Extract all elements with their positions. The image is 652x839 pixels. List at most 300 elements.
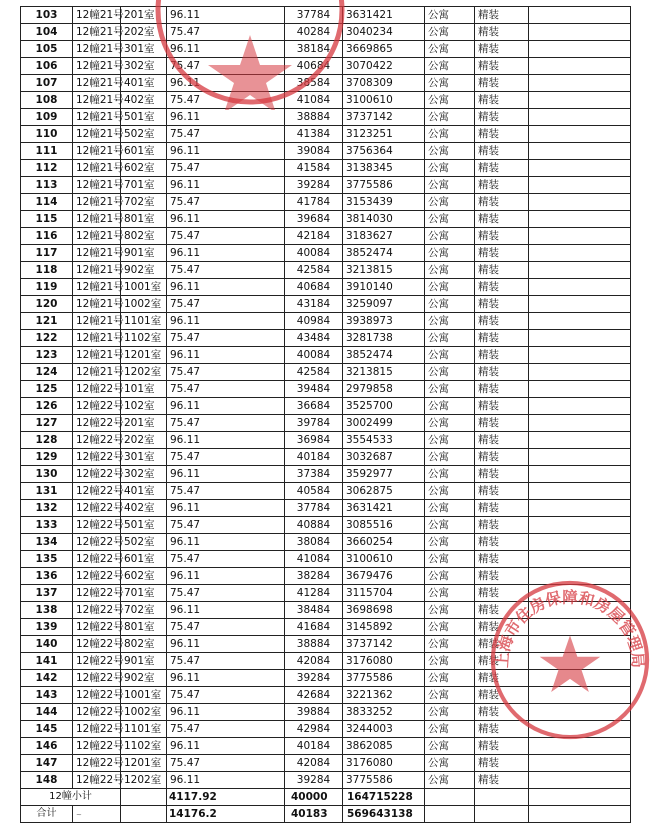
type-cell: 公寓 — [425, 109, 475, 126]
unit-price-cell: 40084 — [285, 245, 343, 262]
subtotal-unit-price: 40000 — [285, 789, 343, 806]
note-cell — [529, 483, 631, 500]
row-number: 147 — [21, 755, 73, 772]
total-price-cell: 3814030 — [343, 211, 425, 228]
total-price-cell: 3221362 — [343, 687, 425, 704]
total-price-cell: 3032687 — [343, 449, 425, 466]
total-price-cell: 3176080 — [343, 755, 425, 772]
row-number: 106 — [21, 58, 73, 75]
unit-price-cell: 39284 — [285, 670, 343, 687]
total-unit-price: 40183 — [285, 806, 343, 823]
room-cell: 1102室 — [121, 738, 167, 755]
area-cell: 96.11 — [167, 568, 285, 585]
unit-price-cell: 42984 — [285, 721, 343, 738]
room-cell: 201室 — [121, 7, 167, 24]
row-number: 123 — [21, 347, 73, 364]
room-cell: 1201室 — [121, 347, 167, 364]
area-cell: 96.11 — [167, 211, 285, 228]
finish-cell: 精装 — [475, 636, 529, 653]
total-price-cell: 3002499 — [343, 415, 425, 432]
note-cell — [529, 772, 631, 789]
row-number: 143 — [21, 687, 73, 704]
room-cell: 802室 — [121, 636, 167, 653]
total-price-cell: 3259097 — [343, 296, 425, 313]
room-cell: 101室 — [121, 381, 167, 398]
row-number: 118 — [21, 262, 73, 279]
unit-price-cell: 43484 — [285, 330, 343, 347]
room-cell: 1201室 — [121, 755, 167, 772]
finish-cell: 精装 — [475, 92, 529, 109]
room-cell: 802室 — [121, 228, 167, 245]
row-number: 139 — [21, 619, 73, 636]
total-price-cell: 3281738 — [343, 330, 425, 347]
finish-cell: 精装 — [475, 126, 529, 143]
unit-price-cell: 41284 — [285, 585, 343, 602]
total-price-cell: 3833252 — [343, 704, 425, 721]
room-cell: 902室 — [121, 670, 167, 687]
note-cell — [529, 194, 631, 211]
finish-cell: 精装 — [475, 687, 529, 704]
building-cell: 12幢21号 — [73, 347, 121, 364]
area-cell: 75.47 — [167, 721, 285, 738]
total-price-cell: 3554533 — [343, 432, 425, 449]
row-number: 104 — [21, 24, 73, 41]
area-cell: 75.47 — [167, 364, 285, 381]
building-cell: 12幢22号 — [73, 653, 121, 670]
room-cell: 301室 — [121, 41, 167, 58]
area-cell: 96.11 — [167, 772, 285, 789]
note-cell — [529, 126, 631, 143]
row-number: 144 — [21, 704, 73, 721]
total-price-cell: 2979858 — [343, 381, 425, 398]
unit-price-cell: 42084 — [285, 755, 343, 772]
type-cell: 公寓 — [425, 551, 475, 568]
row-number: 146 — [21, 738, 73, 755]
unit-price-cell: 41784 — [285, 194, 343, 211]
subtotal-type-cell — [425, 789, 475, 806]
room-cell: 1002室 — [121, 296, 167, 313]
area-cell: 96.11 — [167, 636, 285, 653]
type-cell: 公寓 — [425, 687, 475, 704]
total-mark-cell — [73, 806, 121, 823]
area-cell: 96.11 — [167, 347, 285, 364]
unit-price-cell: 37784 — [285, 500, 343, 517]
unit-price-cell: 40984 — [285, 313, 343, 330]
unit-price-cell: 36984 — [285, 432, 343, 449]
note-cell — [529, 568, 631, 585]
area-cell: 96.11 — [167, 109, 285, 126]
type-cell: 公寓 — [425, 92, 475, 109]
type-cell: 公寓 — [425, 534, 475, 551]
note-cell — [529, 551, 631, 568]
finish-cell: 精装 — [475, 738, 529, 755]
table-row — [21, 704, 631, 721]
total-total-price: 569643138 — [343, 806, 425, 823]
area-cell: 75.47 — [167, 381, 285, 398]
finish-cell: 精装 — [475, 415, 529, 432]
total-price-cell: 3775586 — [343, 670, 425, 687]
row-number: 127 — [21, 415, 73, 432]
note-cell — [529, 704, 631, 721]
area-cell: 75.47 — [167, 262, 285, 279]
table-row — [21, 245, 631, 262]
total-mark: ~ — [76, 810, 82, 819]
note-cell — [529, 296, 631, 313]
room-cell: 1101室 — [121, 721, 167, 738]
area-cell: 75.47 — [167, 160, 285, 177]
note-cell — [529, 177, 631, 194]
finish-cell: 精装 — [475, 143, 529, 160]
table-row — [21, 347, 631, 364]
room-cell: 801室 — [121, 619, 167, 636]
table-row — [21, 126, 631, 143]
unit-price-cell: 39684 — [285, 211, 343, 228]
table-row — [21, 500, 631, 517]
row-number: 133 — [21, 517, 73, 534]
unit-price-cell: 38884 — [285, 109, 343, 126]
room-cell: 701室 — [121, 177, 167, 194]
row-number: 124 — [21, 364, 73, 381]
type-cell: 公寓 — [425, 364, 475, 381]
unit-price-cell: 39484 — [285, 381, 343, 398]
total-type-cell — [425, 806, 475, 823]
area-cell: 75.47 — [167, 517, 285, 534]
type-cell: 公寓 — [425, 636, 475, 653]
table-row — [21, 313, 631, 330]
area-cell: 75.47 — [167, 126, 285, 143]
table-row — [21, 568, 631, 585]
unit-price-cell: 38884 — [285, 636, 343, 653]
finish-cell: 精装 — [475, 432, 529, 449]
note-cell — [529, 398, 631, 415]
area-cell: 96.11 — [167, 177, 285, 194]
area-cell: 75.47 — [167, 755, 285, 772]
room-cell: 501室 — [121, 517, 167, 534]
note-cell — [529, 24, 631, 41]
svg-text:上海市住房保障和房屋管理局: 上海市住房保障和房屋管理局 — [493, 588, 647, 669]
area-cell: 96.11 — [167, 466, 285, 483]
area-cell: 96.11 — [167, 143, 285, 160]
building-cell: 12幢21号 — [73, 296, 121, 313]
unit-price-cell: 38184 — [285, 41, 343, 58]
building-cell: 12幢22号 — [73, 466, 121, 483]
finish-cell: 精装 — [475, 500, 529, 517]
total-price-cell: 3756364 — [343, 143, 425, 160]
table-row — [21, 398, 631, 415]
building-cell: 12幢21号 — [73, 58, 121, 75]
area-cell: 75.47 — [167, 653, 285, 670]
price-table — [20, 6, 631, 823]
row-number: 120 — [21, 296, 73, 313]
note-cell — [529, 58, 631, 75]
room-cell: 701室 — [121, 585, 167, 602]
area-cell: 96.11 — [167, 670, 285, 687]
unit-price-cell: 39284 — [285, 772, 343, 789]
finish-cell: 精装 — [475, 772, 529, 789]
area-cell: 96.11 — [167, 279, 285, 296]
total-price-cell: 3631421 — [343, 500, 425, 517]
total-price-cell: 3100610 — [343, 92, 425, 109]
building-cell: 12幢22号 — [73, 704, 121, 721]
building-cell: 12幢21号 — [73, 75, 121, 92]
row-number: 121 — [21, 313, 73, 330]
room-cell: 1001室 — [121, 687, 167, 704]
unit-price-cell: 39284 — [285, 177, 343, 194]
area-cell: 96.11 — [167, 738, 285, 755]
area-cell: 75.47 — [167, 415, 285, 432]
note-cell — [529, 313, 631, 330]
room-cell: 301室 — [121, 449, 167, 466]
total-price-cell: 3660254 — [343, 534, 425, 551]
type-cell: 公寓 — [425, 568, 475, 585]
table-row — [21, 58, 631, 75]
unit-price-cell: 36684 — [285, 398, 343, 415]
row-number: 110 — [21, 126, 73, 143]
finish-cell: 精装 — [475, 24, 529, 41]
building-cell: 12幢22号 — [73, 415, 121, 432]
total-price-cell: 3862085 — [343, 738, 425, 755]
building-cell: 12幢22号 — [73, 585, 121, 602]
row-number: 112 — [21, 160, 73, 177]
row-number: 131 — [21, 483, 73, 500]
type-cell: 公寓 — [425, 296, 475, 313]
room-cell: 201室 — [121, 415, 167, 432]
total-price-cell: 3123251 — [343, 126, 425, 143]
finish-cell: 精装 — [475, 755, 529, 772]
row-number: 136 — [21, 568, 73, 585]
unit-price-cell: 39084 — [285, 143, 343, 160]
area-cell: 96.11 — [167, 602, 285, 619]
finish-cell: 精装 — [475, 330, 529, 347]
row-number: 117 — [21, 245, 73, 262]
note-cell — [529, 500, 631, 517]
type-cell: 公寓 — [425, 721, 475, 738]
building-cell: 12幢21号 — [73, 313, 121, 330]
unit-price-cell: 42184 — [285, 228, 343, 245]
note-cell — [529, 585, 631, 602]
type-cell: 公寓 — [425, 772, 475, 789]
table-row — [21, 602, 631, 619]
row-number: 134 — [21, 534, 73, 551]
subtotal-label: 12幢小计 — [21, 789, 121, 806]
note-cell — [529, 347, 631, 364]
total-finish-cell — [475, 806, 529, 823]
type-cell: 公寓 — [425, 177, 475, 194]
row-number: 129 — [21, 449, 73, 466]
total-price-cell: 3631421 — [343, 7, 425, 24]
table-row — [21, 143, 631, 160]
note-cell — [529, 687, 631, 704]
finish-cell: 精装 — [475, 364, 529, 381]
note-cell — [529, 228, 631, 245]
row-number: 132 — [21, 500, 73, 517]
building-cell: 12幢22号 — [73, 534, 121, 551]
finish-cell: 精装 — [475, 466, 529, 483]
unit-price-cell: 37784 — [285, 7, 343, 24]
table-row — [21, 330, 631, 347]
room-cell: 1002室 — [121, 704, 167, 721]
type-cell: 公寓 — [425, 313, 475, 330]
building-cell: 12幢21号 — [73, 126, 121, 143]
unit-price-cell: 38084 — [285, 534, 343, 551]
unit-price-cell: 42584 — [285, 364, 343, 381]
area-cell: 75.47 — [167, 619, 285, 636]
table-row — [21, 92, 631, 109]
table-row — [21, 483, 631, 500]
building-cell: 12幢21号 — [73, 143, 121, 160]
finish-cell: 精装 — [475, 211, 529, 228]
room-cell: 1001室 — [121, 279, 167, 296]
total-area: 14176.2 — [167, 806, 285, 823]
total-price-cell: 3852474 — [343, 245, 425, 262]
table-row — [21, 466, 631, 483]
table-row — [21, 653, 631, 670]
room-cell: 502室 — [121, 126, 167, 143]
table-row — [21, 7, 631, 24]
table-row — [21, 755, 631, 772]
type-cell: 公寓 — [425, 619, 475, 636]
type-cell: 公寓 — [425, 466, 475, 483]
building-cell: 12幢21号 — [73, 7, 121, 24]
row-number: 142 — [21, 670, 73, 687]
room-cell: 902室 — [121, 262, 167, 279]
total-price-cell: 3775586 — [343, 772, 425, 789]
total-price-cell: 3698698 — [343, 602, 425, 619]
room-cell: 1202室 — [121, 772, 167, 789]
finish-cell: 精装 — [475, 398, 529, 415]
note-cell — [529, 364, 631, 381]
building-cell: 12幢21号 — [73, 24, 121, 41]
room-cell: 202室 — [121, 432, 167, 449]
row-number: 130 — [21, 466, 73, 483]
unit-price-cell: 38284 — [285, 568, 343, 585]
room-cell: 1102室 — [121, 330, 167, 347]
type-cell: 公寓 — [425, 126, 475, 143]
unit-price-cell: 39884 — [285, 704, 343, 721]
table-row — [21, 364, 631, 381]
table-row — [21, 449, 631, 466]
total-price-cell: 3183627 — [343, 228, 425, 245]
total-price-cell: 3040234 — [343, 24, 425, 41]
area-cell: 96.11 — [167, 534, 285, 551]
unit-price-cell: 40884 — [285, 517, 343, 534]
unit-price-cell: 41584 — [285, 160, 343, 177]
finish-cell: 精装 — [475, 534, 529, 551]
subtotal-row — [21, 789, 631, 806]
room-cell: 901室 — [121, 245, 167, 262]
building-cell: 12幢22号 — [73, 449, 121, 466]
total-price-cell: 3085516 — [343, 517, 425, 534]
building-cell: 12幢21号 — [73, 245, 121, 262]
area-cell: 96.11 — [167, 313, 285, 330]
note-cell — [529, 41, 631, 58]
finish-cell: 精装 — [475, 602, 529, 619]
row-number: 145 — [21, 721, 73, 738]
table-row — [21, 381, 631, 398]
note-cell — [529, 415, 631, 432]
note-cell — [529, 262, 631, 279]
row-number: 115 — [21, 211, 73, 228]
area-cell: 96.11 — [167, 245, 285, 262]
note-cell — [529, 381, 631, 398]
table-row — [21, 109, 631, 126]
unit-price-cell: 40684 — [285, 279, 343, 296]
finish-cell: 精装 — [475, 483, 529, 500]
total-room-cell — [121, 806, 167, 823]
building-cell: 12幢22号 — [73, 602, 121, 619]
finish-cell: 精装 — [475, 619, 529, 636]
building-cell: 12幢21号 — [73, 194, 121, 211]
building-cell: 12幢22号 — [73, 687, 121, 704]
unit-price-cell: 40184 — [285, 738, 343, 755]
total-price-cell: 3213815 — [343, 262, 425, 279]
type-cell: 公寓 — [425, 211, 475, 228]
row-number: 126 — [21, 398, 73, 415]
total-price-cell: 3062875 — [343, 483, 425, 500]
finish-cell: 精装 — [475, 245, 529, 262]
building-cell: 12幢22号 — [73, 568, 121, 585]
row-number: 141 — [21, 653, 73, 670]
area-cell: 96.11 — [167, 75, 285, 92]
row-number: 140 — [21, 636, 73, 653]
table-row — [21, 432, 631, 449]
row-number: 128 — [21, 432, 73, 449]
total-price-cell: 3138345 — [343, 160, 425, 177]
type-cell: 公寓 — [425, 500, 475, 517]
finish-cell: 精装 — [475, 109, 529, 126]
table-row — [21, 619, 631, 636]
building-cell: 12幢21号 — [73, 279, 121, 296]
note-cell — [529, 517, 631, 534]
building-cell: 12幢22号 — [73, 772, 121, 789]
finish-cell: 精装 — [475, 58, 529, 75]
note-cell — [529, 449, 631, 466]
unit-price-cell: 41084 — [285, 92, 343, 109]
type-cell: 公寓 — [425, 381, 475, 398]
area-cell: 96.11 — [167, 398, 285, 415]
note-cell — [529, 92, 631, 109]
unit-price-cell: 41084 — [285, 551, 343, 568]
finish-cell: 精装 — [475, 262, 529, 279]
note-cell — [529, 466, 631, 483]
unit-price-cell: 43184 — [285, 296, 343, 313]
note-cell — [529, 279, 631, 296]
type-cell: 公寓 — [425, 262, 475, 279]
table-row — [21, 24, 631, 41]
building-cell: 12幢21号 — [73, 160, 121, 177]
table-row — [21, 177, 631, 194]
note-cell — [529, 75, 631, 92]
subtotal-total-price: 164715228 — [343, 789, 425, 806]
table-row — [21, 279, 631, 296]
building-cell: 12幢22号 — [73, 670, 121, 687]
finish-cell: 精装 — [475, 721, 529, 738]
area-cell: 96.11 — [167, 704, 285, 721]
total-price-cell: 3115704 — [343, 585, 425, 602]
type-cell: 公寓 — [425, 704, 475, 721]
table-row — [21, 160, 631, 177]
total-price-cell: 3737142 — [343, 636, 425, 653]
type-cell: 公寓 — [425, 245, 475, 262]
building-cell: 12幢22号 — [73, 721, 121, 738]
table-row — [21, 721, 631, 738]
building-cell: 12幢21号 — [73, 41, 121, 58]
table-row — [21, 211, 631, 228]
note-cell — [529, 721, 631, 738]
note-cell — [529, 109, 631, 126]
type-cell: 公寓 — [425, 347, 475, 364]
type-cell: 公寓 — [425, 24, 475, 41]
